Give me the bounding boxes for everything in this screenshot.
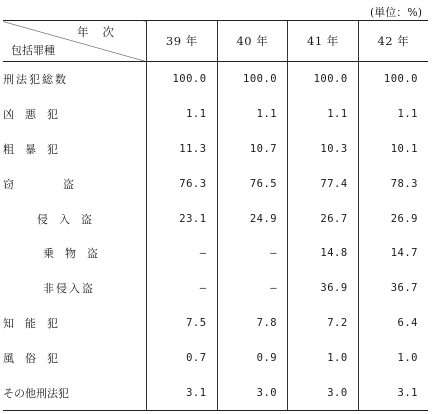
table-cell: 7.8 <box>217 306 288 341</box>
table-row <box>3 132 428 167</box>
table-cell: 100.0 <box>288 62 359 97</box>
table-row <box>3 97 428 132</box>
table-cell: — <box>147 271 218 306</box>
corner-header-category-label: 包括罪種 <box>11 44 55 57</box>
table-header-row <box>3 21 428 62</box>
table-cell: 1.0 <box>358 340 428 375</box>
table-cell: 76.3 <box>147 166 218 201</box>
corner-header-year-label: 年次 <box>77 25 128 39</box>
year-header: 39 年 <box>147 21 218 62</box>
table-cell: 100.0 <box>147 62 218 97</box>
row-label: 乗物盗 <box>43 247 109 261</box>
row-label: 非侵入盗 <box>43 282 95 296</box>
table-row <box>3 375 428 410</box>
corner-header-cell <box>3 21 147 62</box>
table-cell: 11.3 <box>147 132 218 167</box>
row-label: 風俗犯 <box>3 351 69 365</box>
row-label: その他刑法犯 <box>3 375 147 410</box>
table-cell: 1.1 <box>358 97 428 132</box>
row-label: 凶悪犯 <box>3 108 69 122</box>
table-cell: 3.1 <box>147 375 218 410</box>
table-cell: 1.1 <box>288 97 359 132</box>
table-cell: 0.7 <box>147 340 218 375</box>
row-label: 粗暴犯 <box>3 142 69 156</box>
table-cell: 23.1 <box>147 201 218 236</box>
table-cell: 76.5 <box>217 166 288 201</box>
table-cell: 100.0 <box>358 62 428 97</box>
table-row <box>3 340 428 375</box>
table-cell: 3.0 <box>288 375 359 410</box>
table-cell: 3.1 <box>358 375 428 410</box>
table-cell: 6.4 <box>358 306 428 341</box>
table-row <box>3 201 428 236</box>
table-cell: 36.9 <box>288 271 359 306</box>
table-cell: 3.0 <box>217 375 288 410</box>
unit-note: (単位：%) <box>369 6 422 19</box>
table-cell: — <box>217 236 288 271</box>
row-label: 侵入盗 <box>37 212 103 226</box>
table-cell: 14.8 <box>288 236 359 271</box>
table-row <box>3 62 428 97</box>
table-cell: 1.1 <box>217 97 288 132</box>
table-cell: 10.3 <box>288 132 359 167</box>
table-row <box>3 306 428 341</box>
table-cell: 26.9 <box>358 201 428 236</box>
table-cell: 10.7 <box>217 132 288 167</box>
table-cell: 1.0 <box>288 340 359 375</box>
table-row <box>3 271 428 306</box>
table-cell: 36.7 <box>358 271 428 306</box>
table-cell: — <box>217 271 288 306</box>
table-cell: 1.1 <box>147 97 218 132</box>
table-row <box>3 236 428 271</box>
row-label: 知能犯 <box>3 316 69 330</box>
year-header: 41 年 <box>288 21 359 62</box>
table-cell: 10.1 <box>358 132 428 167</box>
table-cell: 7.2 <box>288 306 359 341</box>
table-cell: 24.9 <box>217 201 288 236</box>
table-cell: 100.0 <box>217 62 288 97</box>
table-cell: — <box>147 236 218 271</box>
table-cell: 26.7 <box>288 201 359 236</box>
year-header: 40 年 <box>217 21 288 62</box>
table-cell: 14.7 <box>358 236 428 271</box>
table-cell: 7.5 <box>147 306 218 341</box>
table-cell: 78.3 <box>358 166 428 201</box>
table-cell: 0.9 <box>217 340 288 375</box>
row-label: 窃盗 <box>3 177 123 191</box>
row-label: 刑法犯総数 <box>3 73 68 87</box>
table-row <box>3 166 428 201</box>
crime-composition-table <box>3 20 428 411</box>
year-header: 42 年 <box>358 21 428 62</box>
table-cell: 77.4 <box>288 166 359 201</box>
